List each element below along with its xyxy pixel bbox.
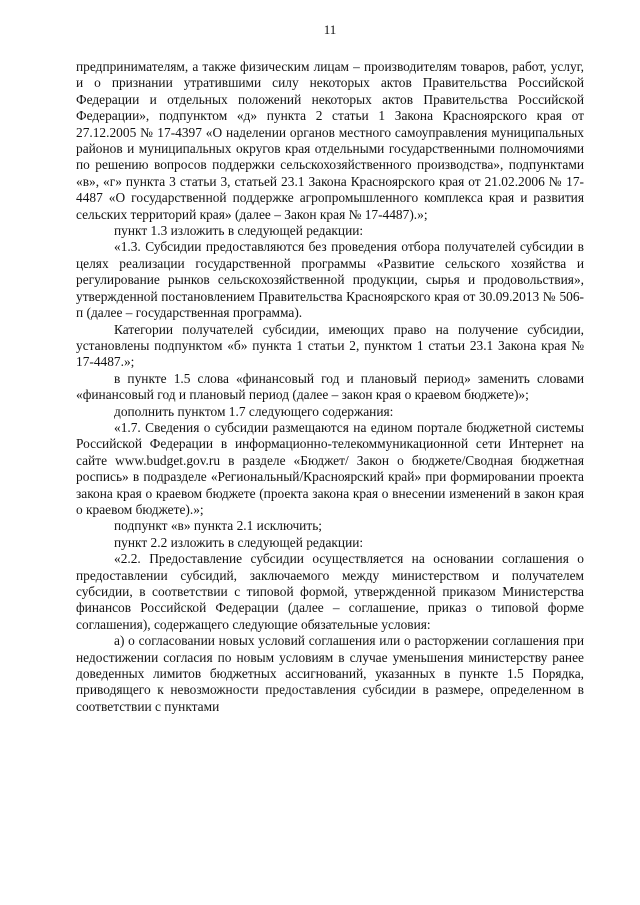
- paragraph-continuation: предпринимателям, а также физическим лицам – производителям товаров, работ, услуг, и о признании утратившими силу некоторых актов Правительства Российской Федерации и отдельных положений некоторых актов Правительства Российской Федерации», подпунктом «д» пункта 2 статьи 1 Закона Красноярского края от 27.12.2005 № 17-4397 «О наделении органов местного самоуправления муниципальных районов и муниципальных округов края отдельными государственными полномочиями по решению вопросов поддержки сельскохозяйственного производства», подпунктами «в», «г» пункта 3 статьи 3, статьей 23.1 Закона Красноярского края от 21.02.2006 № 17-4487 «О государственной поддержке агропромышленного комплекса края и развития сельских территорий края» (далее – Закон края № 17-4487).»;: [76, 59, 584, 222]
- paragraph-item-2-2: «2.2. Предоставление субсидии осуществляется на основании соглашения о предоставлении субсидий, заключаемого между министерством и получателем субсидии, в соответствии с типовой формой, утвержденной приказом Министерства финансов Российской Федерации (далее – соглашение, приказ о типовой форме соглашения), содержащего следующие обязательные условия:: [76, 551, 584, 632]
- paragraph-item-1-5-change: в пункте 1.5 слова «финансовый год и плановый период» заменить словами «финансовый год и плановый период (далее – закон края о краевом бюджете)»;: [76, 370, 584, 403]
- paragraph-item-2-1-removal: подпункт «в» пункта 2.1 исключить;: [114, 518, 323, 534]
- page-number: 11: [323, 22, 337, 37]
- paragraph-item-1-7-instruction: дополнить пунктом 1.7 следующего содержания:: [114, 403, 394, 419]
- paragraph-subitem-a: а) о согласовании новых условий соглашения или о расторжении соглашения при недостижении согласия по новым условиям в случае уменьшения министерству ранее доведенных лимитов бюджетных ассигнований, указанных в пункте 1.5 Порядка, приводящего к невозможности предоставления субсидии в размере, определенном в соответствии с пунктами: [76, 633, 584, 714]
- paragraph-item-1-7: «1.7. Сведения о субсидии размещаются на едином портале бюджетной системы Российской Федерации в информационно-телекоммуникационной сети Интернет на сайте www.budget.gov.ru в разделе «Бюджет/ Закон о бюджете/Сводная бюджетная роспись» в подразделе «Региональный/Красноярский край» при формировании проекта закона края о краевом бюджете (проекта закона края о внесении изменений в закон края о краевом бюджете).»;: [76, 419, 584, 517]
- paragraph-item-1-3-instruction: пункт 1.3 изложить в следующей редакции:: [114, 223, 364, 239]
- paragraph-item-1-3: «1.3. Субсидии предоставляются без проведения отбора получателей субсидии в целях реализации государственной программы «Развитие сельского хозяйства и регулирование рынков сельскохозяйственной продукции, сырья и продовольствия», утвержденной постановлением Правительства Красноярского края от 30.09.2013 № 506-п (далее – государственная программа).: [76, 239, 584, 321]
- paragraph-recipient-categories: Категории получателей субсидии, имеющих право на получение субсидии, установлены подпунктом «б» пункта 1 статьи 2, пунктом 1 статьи 23.1 Закона края № 17-4487.»;: [76, 321, 584, 370]
- paragraph-item-2-2-instruction: пункт 2.2 изложить в следующей редакции:: [114, 534, 364, 550]
- document-body: [76, 59, 584, 715]
